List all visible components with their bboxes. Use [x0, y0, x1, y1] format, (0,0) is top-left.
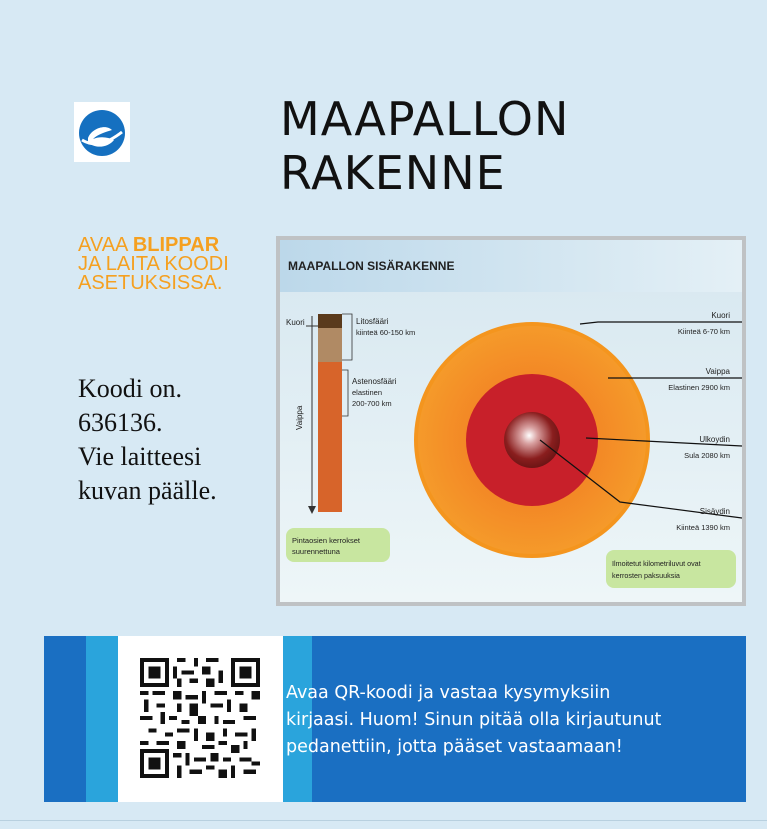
layer-label-1-name: Vaippa: [705, 367, 730, 376]
diagram-heading: MAAPALLON SISÄRAKENNE: [288, 259, 455, 273]
footer-divider: [0, 820, 767, 821]
code-line-1: Koodi on.: [78, 374, 182, 403]
layer-label-3-name: Sisäydin: [699, 507, 730, 516]
qr-frame: [86, 636, 312, 802]
asteno-title: Astenosfääri: [352, 377, 397, 386]
code-line-3: Vie laitteesi: [78, 442, 202, 471]
qr-instructions-line-2: kirjaasi. Huom! Sinun pitää olla kirjautunut: [286, 710, 662, 730]
asteno-desc-2: 200-700 km: [352, 399, 392, 408]
qr-code-icon[interactable]: [140, 658, 260, 778]
e-logo-icon: [74, 102, 130, 162]
litos-title: Litosfääri: [356, 317, 389, 326]
layer-label-0-name: Kuori: [711, 311, 730, 320]
qr-instructions: [286, 680, 736, 761]
note-left-1: Pintaosien kerrokset: [292, 536, 360, 545]
logo: [74, 102, 130, 162]
note-right-2: kerrosten paksuuksia: [612, 571, 680, 580]
blippar-brand: BLIPPAR: [132, 234, 220, 256]
blippar-rest: JA LAITA KOODI ASETUKSISSA.: [78, 253, 229, 294]
layer-label-2-desc: Sula 2080 km: [684, 451, 730, 460]
blippar-instructions: [78, 236, 268, 293]
left-kuori-label: Kuori: [286, 318, 305, 327]
left-vaippa-label: Vaippa: [295, 405, 304, 430]
litos-desc: kiinteä 60-150 km: [356, 328, 416, 337]
asteno-desc-1: elastinen: [352, 388, 383, 397]
note-right-1: Ilmoitetut kilometriluvut ovat: [612, 559, 701, 568]
qr-instructions-line-3: pedanettiin, jotta pääset vastaamaan!: [286, 737, 623, 757]
qr-instructions-line-1: Avaa QR-koodi ja vastaa kysymyksiin: [286, 683, 611, 703]
code-text: [78, 372, 278, 508]
layer-label-0-desc: Kiinteä 6-70 km: [677, 327, 730, 336]
qr-code-container[interactable]: [118, 636, 283, 802]
blippar-pre: AVAA: [78, 234, 133, 256]
earth-structure-diagram: [276, 236, 746, 606]
layer-label-1-desc: Elastinen 2900 km: [668, 383, 730, 392]
code-line-4: kuvan päälle.: [78, 476, 217, 505]
layer-label-3-desc: Kiinteä 1390 km: [676, 523, 730, 532]
note-left-2: suurennettuna: [292, 547, 340, 556]
page-title: [280, 92, 569, 200]
code-line-2: 636136.: [78, 408, 163, 437]
title-line-2: RAKENNE: [280, 146, 506, 200]
title-line-1: MAAPALLON: [280, 92, 570, 146]
layer-inner-core: [504, 412, 560, 468]
layer-label-2-name: Ulkoydin: [699, 435, 730, 444]
